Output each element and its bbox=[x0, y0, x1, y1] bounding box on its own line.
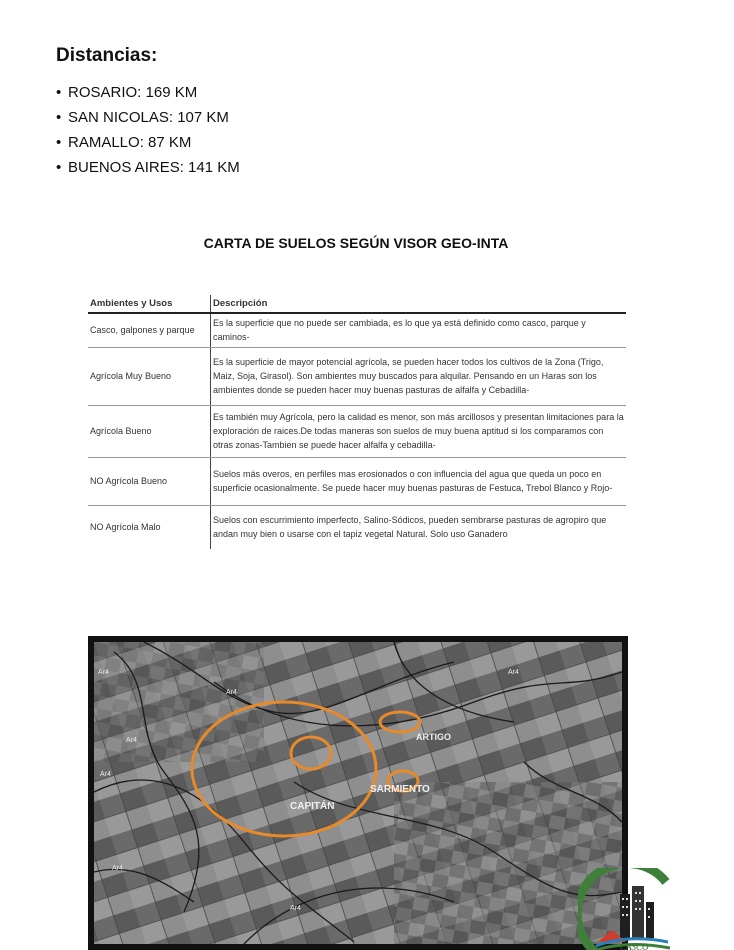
soil-code-label: Ar4 bbox=[290, 905, 301, 912]
table-row bbox=[88, 457, 626, 505]
bullet: • bbox=[56, 84, 62, 101]
cell-description: Es la superficie que no puede ser cambiada, es lo que ya está definido como casco, parque y caminos- bbox=[211, 313, 627, 347]
logo-icon bbox=[578, 868, 678, 950]
bullet: • bbox=[56, 109, 62, 126]
soil-chart-title: CARTA DE SUELOS SEGÚN VISOR GEO-INTA bbox=[203, 235, 509, 251]
soil-code-label: Ar4 bbox=[226, 689, 237, 696]
cell-description: Suelos más overos, en perfiles mas erosionados o con influencia del agua que queda un poco en superficie ocasionalmente. Se puede hacer muy buenas pasturas de Festuca, Trebol Blanco y Rojo- bbox=[211, 457, 627, 505]
list-item bbox=[56, 105, 240, 130]
list-item bbox=[56, 155, 240, 180]
table-row bbox=[88, 505, 626, 549]
distance-buenos-aires: BUENOS AIRES: 141 KM bbox=[68, 159, 240, 176]
soil-code-label: Ar4 bbox=[100, 771, 111, 778]
table-row bbox=[88, 313, 626, 347]
distance-san-nicolas: SAN NICOLAS: 107 KM bbox=[68, 109, 229, 126]
list-item bbox=[56, 80, 240, 105]
cell-description: Es la superficie de mayor potencial agrícola, se pueden hacer todos los cultivos de la Zona (Trigo, Maiz, Soja, Girasol). Son ambientes muy buscados para alquilar. Pensando en un Haras son los ambientes donde se pueden hacer muy buenas pasturas de alfalfa y Cebadilla- bbox=[211, 347, 627, 405]
table-header-row bbox=[88, 295, 626, 313]
soil-table-container bbox=[88, 295, 626, 549]
logo-text: CASCO bbox=[620, 942, 649, 950]
map-label-capitan: CAPITÁN bbox=[290, 801, 335, 812]
cell-description: Suelos con escurrimiento imperfecto, Salino-Sódicos, pueden sembrarse pasturas de agropiro que andan muy bien o usarse con el tapiz vegetal Natural. Solo uso Ganadero bbox=[213, 515, 607, 540]
soil-code-label: Ar4 bbox=[98, 669, 109, 676]
column-header-uses: Ambientes y Usos bbox=[88, 295, 211, 313]
table-row bbox=[88, 347, 626, 405]
aerial-map-image bbox=[94, 642, 622, 944]
map-label-sarmiento: SARMIENTO bbox=[370, 784, 430, 795]
list-item bbox=[56, 130, 240, 155]
cell-use: Agrícola Muy Bueno bbox=[88, 347, 211, 405]
cell-use: NO Agrícola Malo bbox=[88, 505, 211, 549]
soil-code-label: Ar4 bbox=[508, 669, 519, 676]
cell-use: NO Agrícola Bueno bbox=[88, 457, 211, 505]
soil-map bbox=[88, 636, 628, 950]
bullet: • bbox=[56, 134, 62, 151]
soil-code-label: Ar4 bbox=[126, 737, 137, 744]
distances-list bbox=[56, 80, 240, 180]
soil-code-label: Ar4 bbox=[112, 865, 123, 872]
table-row bbox=[88, 405, 626, 457]
cell-description: Es también muy Agrícola, pero la calidad es menor, son más arcillosos y presentan limitaciones para la exploración de raices.De todas maneras son suelos de muy buena aptitud si los comparamos con otras zonas-Tambien se puede hacer alfalfa y cebadilla- bbox=[211, 405, 627, 457]
bullet: • bbox=[56, 159, 62, 176]
company-logo bbox=[578, 868, 678, 950]
distance-ramallo: RAMALLO: 87 KM bbox=[68, 134, 192, 151]
cell-use: Agrícola Bueno bbox=[88, 405, 211, 457]
cell-use: Casco, galpones y parque bbox=[88, 313, 211, 347]
soil-table bbox=[88, 295, 626, 549]
map-label-artigo: ARTIGO bbox=[416, 732, 451, 742]
distances-heading: Distancias: bbox=[56, 45, 158, 66]
distance-rosario: ROSARIO: 169 KM bbox=[68, 84, 198, 101]
column-header-description: Descripción bbox=[211, 295, 627, 313]
